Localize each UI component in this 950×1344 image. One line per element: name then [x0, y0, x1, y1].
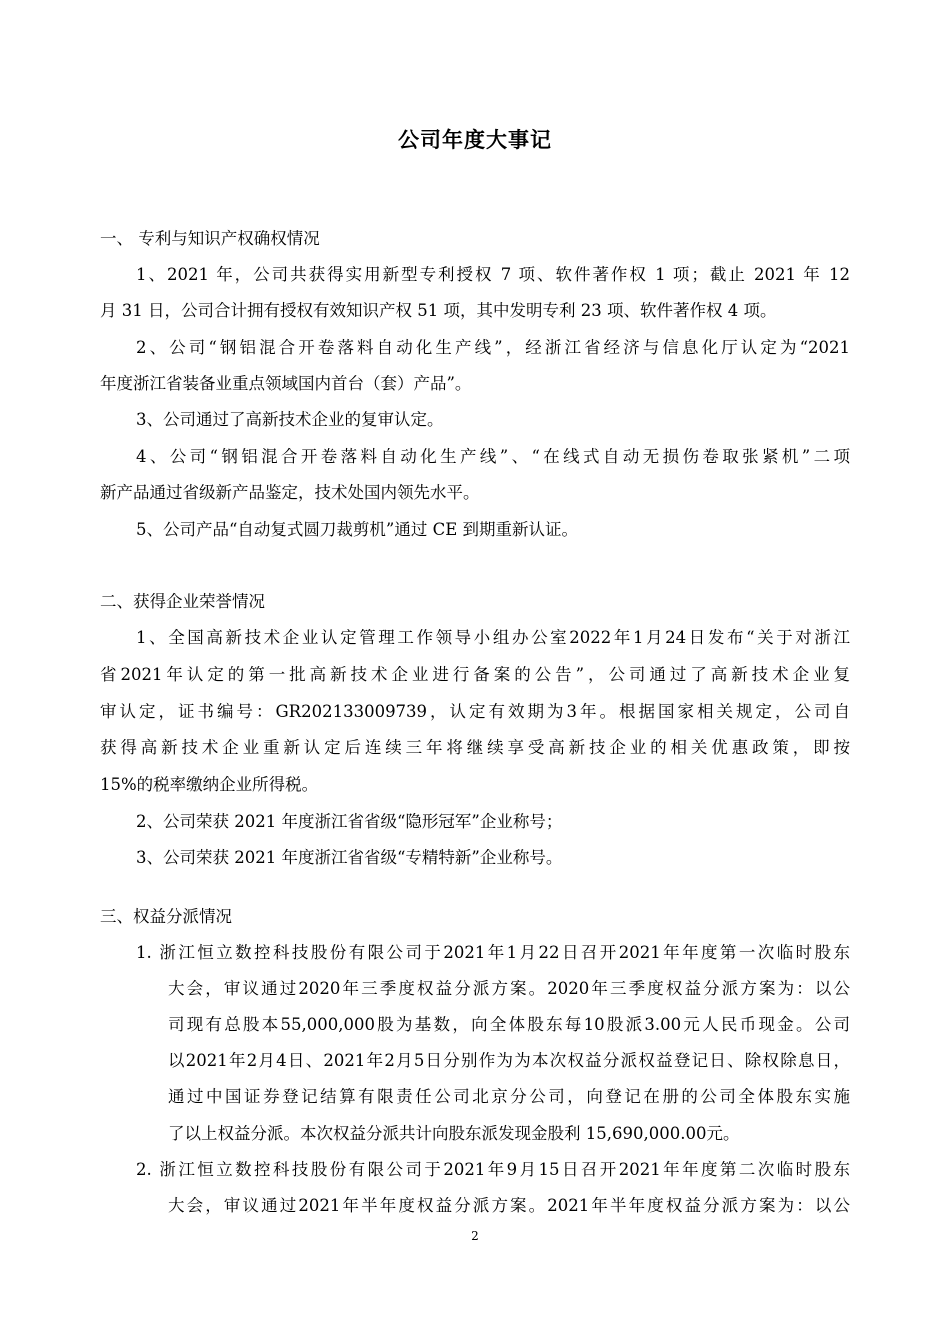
- paragraph-line: 获得高新技术企业重新认定后连续三年将继续享受高新技企业的相关优惠政策，即按: [100, 738, 850, 757]
- list-item-line: 司现有总股本55,000,000股为基数，向全体股东每10股派3.00元人民币现金。公司: [168, 1015, 850, 1034]
- paragraph-line: 1、2021 年，公司共获得实用新型专利授权 7 项、软件著作权 1 项；截止 2021 年 12: [136, 265, 850, 284]
- list-item-line: 大会，审议通过2021年半年度权益分派方案。2021年半年度权益分派方案为：以公: [168, 1196, 850, 1215]
- paragraph-line: 3、公司荣获 2021 年度浙江省省级“专精特新”企业称号。: [136, 848, 563, 867]
- paragraph-line: 3、公司通过了高新技术企业的复审认定。: [136, 410, 444, 429]
- list-item-line: 通过中国证券登记结算有限责任公司北京分公司，向登记在册的公司全体股东实施: [168, 1087, 850, 1106]
- paragraph-line: 省2021年认定的第一批高新技术企业进行备案的公告”，公司通过了高新技术企业复: [100, 665, 850, 684]
- list-item-line: 以2021年2月4日、2021年2月5日分别作为为本次权益分派权益登记日、除权除息日，: [168, 1051, 850, 1070]
- list-item-line: 1. 浙江恒立数控科技股份有限公司于2021年1月22日召开2021年年度第一次临时股东: [136, 943, 850, 962]
- paragraph-line: 4、公司“钢铝混合开卷落料自动化生产线”、“在线式自动无损伤卷取张紧机”二项: [136, 447, 850, 466]
- paragraph-line: 5、公司产品“自动复式圆刀裁剪机”通过 CE 到期重新认证。: [136, 520, 579, 539]
- paragraph-line: 2、公司“钢铝混合开卷落料自动化生产线”，经浙江省经济与信息化厅认定为“2021: [136, 338, 850, 357]
- paragraph-line: 1、全国高新技术企业认定管理工作领导小组办公室2022年1月24日发布“关于对浙江: [136, 628, 850, 647]
- page-number: 2: [471, 1229, 479, 1243]
- paragraph-line: 15%的税率缴纳企业所得税。: [100, 775, 319, 794]
- paragraph-line: 审认定，证书编号：GR202133009739，认定有效期为3年。根据国家相关规定，公司自: [100, 702, 850, 721]
- paragraph-line: 新产品通过省级新产品鉴定，技术处国内领先水平。: [100, 483, 480, 502]
- section-heading-honors: 二、获得企业荣誉情况: [100, 592, 265, 611]
- paragraph-line: 月 31 日，公司合计拥有授权有效知识产权 51 项，其中发明专利 23 项、软件著作权 4 项。: [100, 301, 777, 320]
- list-item-line: 了以上权益分派。本次权益分派共计向股东派发现金股利 15,690,000.00元。: [168, 1124, 740, 1143]
- section-heading-dividends: 三、权益分派情况: [100, 907, 232, 926]
- paragraph-line: 年度浙江省装备业重点领域国内首台（套）产品”。: [100, 374, 472, 393]
- list-item-line: 2. 浙江恒立数控科技股份有限公司于2021年9月15日召开2021年年度第二次临时股东: [136, 1160, 850, 1179]
- paragraph-line: 2、公司荣获 2021 年度浙江省省级“隐形冠军”企业称号；: [136, 812, 563, 831]
- list-item-line: 大会，审议通过2020年三季度权益分派方案。2020年三季度权益分派方案为：以公: [168, 979, 850, 998]
- section-heading-patents: 一、 专利与知识产权确权情况: [100, 229, 320, 248]
- page-title: 公司年度大事记: [398, 128, 552, 152]
